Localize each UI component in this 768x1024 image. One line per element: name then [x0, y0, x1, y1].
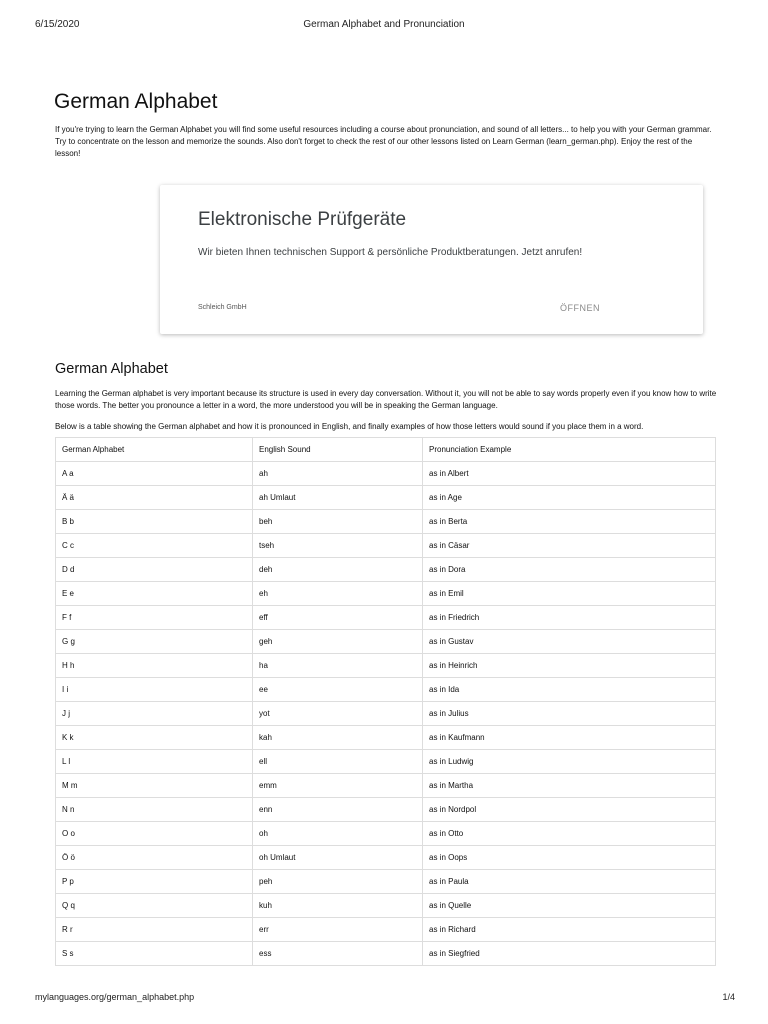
english-sound-cell: tseh	[253, 534, 423, 558]
letter-cell: Ö ö	[56, 846, 253, 870]
table-row	[56, 510, 716, 534]
english-sound-cell: geh	[253, 630, 423, 654]
english-sound-cell: eh	[253, 582, 423, 606]
letter-cell: C c	[56, 534, 253, 558]
letter-cell: L l	[56, 750, 253, 774]
letter-cell: N n	[56, 798, 253, 822]
table-row	[56, 870, 716, 894]
table-row	[56, 630, 716, 654]
letter-cell: E e	[56, 582, 253, 606]
english-sound-cell: ess	[253, 942, 423, 966]
letter-cell: A a	[56, 462, 253, 486]
english-sound-cell: eff	[253, 606, 423, 630]
english-sound-cell: oh	[253, 822, 423, 846]
pronunciation-example-cell: as in Ida	[423, 678, 716, 702]
table-row	[56, 942, 716, 966]
letter-cell: R r	[56, 918, 253, 942]
table-row	[56, 750, 716, 774]
letter-cell: P p	[56, 870, 253, 894]
pronunciation-example-cell: as in Otto	[423, 822, 716, 846]
pronunciation-example-cell: as in Age	[423, 486, 716, 510]
letter-cell: I i	[56, 678, 253, 702]
english-sound-cell: deh	[253, 558, 423, 582]
pronunciation-example-cell: as in Oops	[423, 846, 716, 870]
pronunciation-example-cell: as in Quelle	[423, 894, 716, 918]
letter-cell: F f	[56, 606, 253, 630]
table-row	[56, 918, 716, 942]
section-paragraph-2: Below is a table showing the German alphabet and how it is pronounced in English, and finally examples of how those letters would sound if you place them in a word.	[55, 422, 644, 431]
letter-cell: M m	[56, 774, 253, 798]
letter-cell: Ä ä	[56, 486, 253, 510]
print-footer	[0, 992, 768, 1008]
table-body	[56, 462, 716, 966]
table-row	[56, 894, 716, 918]
table-row	[56, 798, 716, 822]
footer-page-number: 1/4	[722, 992, 735, 1002]
section-title: German Alphabet	[55, 361, 168, 377]
table-row	[56, 654, 716, 678]
english-sound-cell: ah Umlaut	[253, 486, 423, 510]
letter-cell: H h	[56, 654, 253, 678]
table-row	[56, 534, 716, 558]
english-sound-cell: ah	[253, 462, 423, 486]
english-sound-cell: oh Umlaut	[253, 846, 423, 870]
table-row	[56, 822, 716, 846]
ad-advertiser: Schleich GmbH	[198, 304, 247, 311]
pronunciation-example-cell: as in Albert	[423, 462, 716, 486]
table-row	[56, 846, 716, 870]
english-sound-cell: peh	[253, 870, 423, 894]
pronunciation-example-cell: as in Berta	[423, 510, 716, 534]
alphabet-table	[55, 437, 716, 966]
english-sound-cell: ha	[253, 654, 423, 678]
english-sound-cell: beh	[253, 510, 423, 534]
pronunciation-example-cell: as in Julius	[423, 702, 716, 726]
table-row	[56, 726, 716, 750]
table-row	[56, 678, 716, 702]
letter-cell: J j	[56, 702, 253, 726]
pronunciation-example-cell: as in Dora	[423, 558, 716, 582]
pronunciation-example-cell: as in Martha	[423, 774, 716, 798]
pronunciation-example-cell: as in Heinrich	[423, 654, 716, 678]
pronunciation-example-cell: as in Siegfried	[423, 942, 716, 966]
english-sound-cell: ell	[253, 750, 423, 774]
english-sound-cell: ee	[253, 678, 423, 702]
print-header	[0, 0, 768, 40]
table-row	[56, 558, 716, 582]
pronunciation-example-cell: as in Friedrich	[423, 606, 716, 630]
pronunciation-example-cell: as in Kaufmann	[423, 726, 716, 750]
print-date: 6/15/2020	[35, 19, 80, 30]
english-sound-cell: emm	[253, 774, 423, 798]
intro-paragraph: If you're trying to learn the German Alphabet you will find some useful resources including a course about pronunciation, and sound of all letters... to help you with your German grammar. Try to concentrate on the lesson and memorize the sounds. Also don't forget to check the rest of our other lessons listed on Learn German (learn_german.php). Enjoy the rest of the lesson!	[55, 125, 712, 158]
pronunciation-example-cell: as in Paula	[423, 870, 716, 894]
footer-url: mylanguages.org/german_alphabet.php	[35, 992, 195, 1002]
letter-cell: S s	[56, 942, 253, 966]
pronunciation-example-cell: as in Ludwig	[423, 750, 716, 774]
letter-cell: B b	[56, 510, 253, 534]
table-row	[56, 582, 716, 606]
column-header-english-sound: English Sound	[253, 438, 423, 462]
section-paragraph-1: Learning the German alphabet is very important because its structure is used in every day conversation. Without it, you will not be able to say words properly even if you know how to write those words. The better you pronounce a letter in a word, the more understood you will be in speaking the German language.	[55, 389, 717, 410]
english-sound-cell: kuh	[253, 894, 423, 918]
pronunciation-example-cell: as in Cäsar	[423, 534, 716, 558]
ad-open-button[interactable]: ÖFFNEN	[560, 303, 600, 313]
letter-cell: G g	[56, 630, 253, 654]
ad-text: Wir bieten Ihnen technischen Support & persönliche Produktberatungen. Jetzt anrufen!	[198, 247, 583, 258]
table-row	[56, 462, 716, 486]
english-sound-cell: enn	[253, 798, 423, 822]
letter-cell: D d	[56, 558, 253, 582]
english-sound-cell: yot	[253, 702, 423, 726]
english-sound-cell: kah	[253, 726, 423, 750]
pronunciation-example-cell: as in Emil	[423, 582, 716, 606]
pronunciation-example-cell: as in Nordpol	[423, 798, 716, 822]
letter-cell: O o	[56, 822, 253, 846]
ad-card[interactable]	[160, 185, 703, 334]
letter-cell: K k	[56, 726, 253, 750]
table-header-row	[56, 438, 716, 462]
english-sound-cell: err	[253, 918, 423, 942]
column-header-german-alphabet: German Alphabet	[56, 438, 253, 462]
pronunciation-example-cell: as in Gustav	[423, 630, 716, 654]
page-title: German Alphabet	[54, 90, 218, 113]
column-header-pronunciation-example: Pronunciation Example	[423, 438, 716, 462]
table-row	[56, 774, 716, 798]
print-header-title: German Alphabet and Pronunciation	[303, 19, 465, 30]
table-row	[56, 486, 716, 510]
table-row	[56, 702, 716, 726]
letter-cell: Q q	[56, 894, 253, 918]
ad-title[interactable]: Elektronische Prüfgeräte	[198, 209, 407, 230]
table-row	[56, 606, 716, 630]
pronunciation-example-cell: as in Richard	[423, 918, 716, 942]
